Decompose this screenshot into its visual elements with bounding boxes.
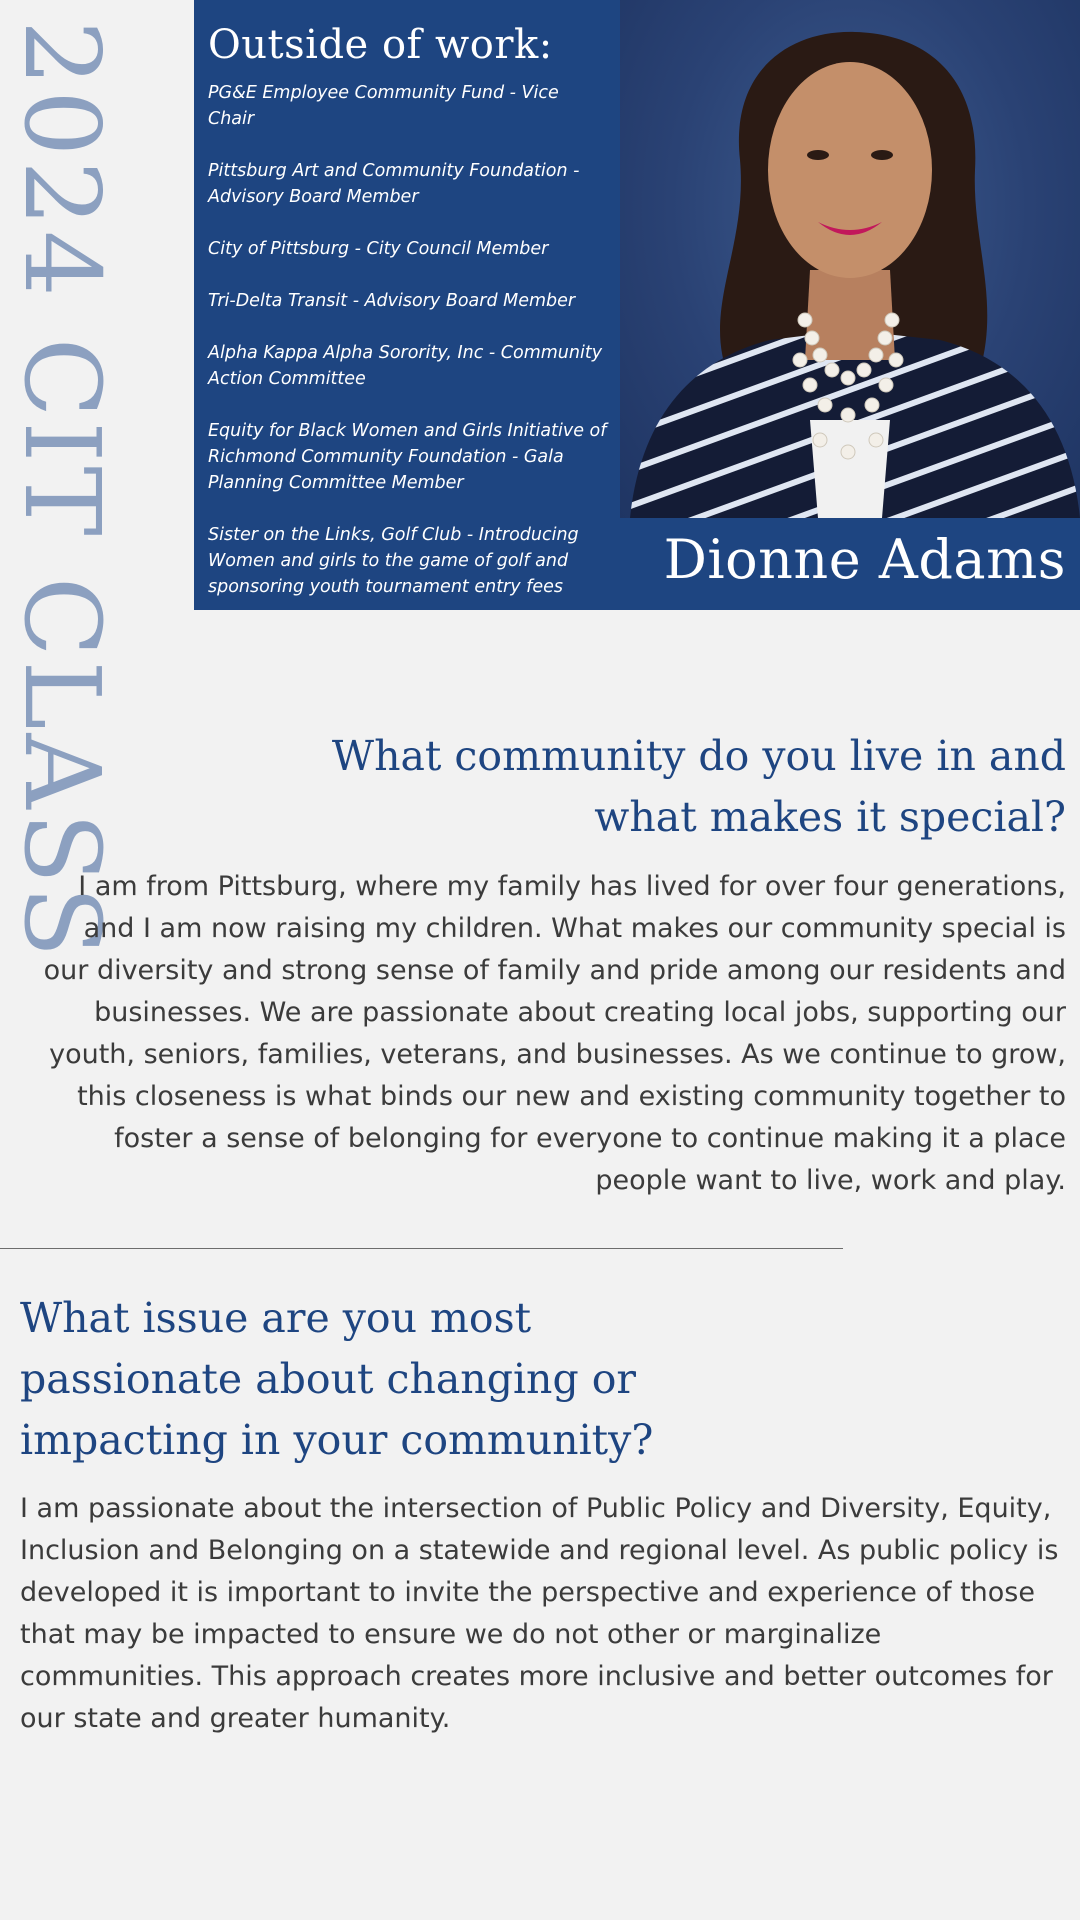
- question-answer: I am passionate about the intersection of Public Policy and Diversity, Equity, Inclusion and Belonging on a statewide and regional level. As public policy is developed it is important to invite the perspective and experience of those that may be impacted to ensure we do not other or marginalize communities. This approach creates more inclusive and better outcomes for our state and greater humanity.: [20, 1493, 1059, 1734]
- question-heading: What issue are you most passionate about changing or impacting in your community?: [20, 1294, 654, 1464]
- list-item: Sister on the Links, Golf Club - Introducing Women and girls to the game of golf and sponsoring youth tournament entry fees: [208, 525, 579, 597]
- section-divider: [0, 1248, 843, 1249]
- list-item: City of Pittsburg - City Council Member: [208, 239, 549, 259]
- question-heading: What community do you live in and what makes it special?: [331, 732, 1066, 841]
- person-name: Dionne Adams: [663, 528, 1066, 591]
- list-item: Equity for Black Women and Girls Initiative of Richmond Community Foundation - Gala Planning Committee Member: [208, 421, 607, 493]
- class-label: 2024 CIT CLASS: [1, 20, 123, 962]
- list-item: Alpha Kappa Alpha Sorority, Inc - Community Action Committee: [208, 343, 603, 389]
- portrait-photo: [620, 0, 1080, 518]
- question-answer: I am from Pittsburg, where my family has lived for over four generations, and I am now raising my children. What makes our community special is our diversity and strong sense of family and pride among our residents and businesses. We are passionate about creating local jobs, supporting our youth, seniors, families, veterans, and businesses. As we continue to grow, this closeness is what binds our new and existing community together to foster a sense of belonging for everyone to continue making it a place people want to live, work and play.: [43, 871, 1066, 1196]
- outside-work-heading: Outside of work:: [208, 22, 553, 68]
- list-item: PG&E Employee Community Fund - Vice Chair: [208, 83, 559, 129]
- list-item: Pittsburg Art and Community Foundation - Advisory Board Member: [208, 161, 580, 207]
- list-item: Tri-Delta Transit - Advisory Board Member: [208, 291, 576, 311]
- outside-work-list: [208, 80, 608, 626]
